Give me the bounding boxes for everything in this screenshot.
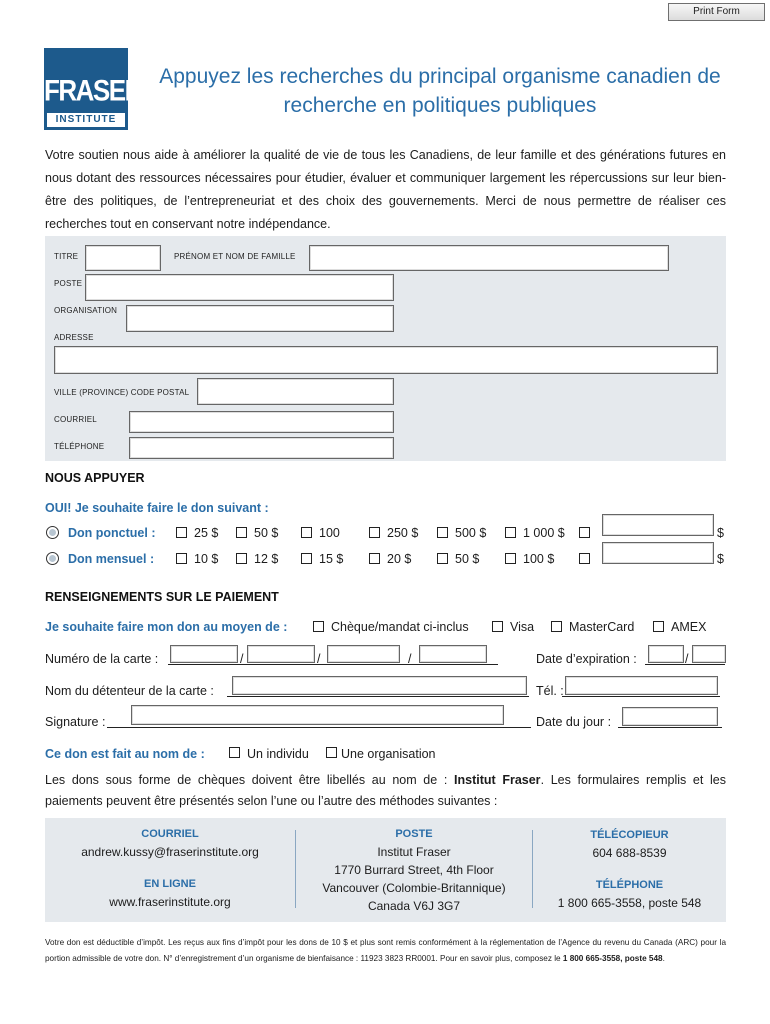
city-postal-label: VILLE (PROVINCE) CODE POSTAL bbox=[54, 388, 190, 397]
monthly-100-label: 100 $ bbox=[523, 552, 555, 566]
card-slash-3: / bbox=[408, 652, 412, 666]
amount-50-label: 50 $ bbox=[254, 526, 279, 540]
title-label: TITRE bbox=[54, 252, 79, 261]
fax-phone-column bbox=[533, 826, 726, 912]
monthly-50-checkbox[interactable] bbox=[437, 553, 448, 564]
amount-250-checkbox[interactable] bbox=[369, 527, 380, 538]
cheque-label: Chèque/mandat ci-inclus bbox=[331, 620, 469, 634]
mastercard-label: MasterCard bbox=[569, 620, 635, 634]
monthly-10-label: 10 $ bbox=[194, 552, 219, 566]
signature-label: Signature : bbox=[45, 715, 106, 729]
contact-email[interactable]: andrew.kussy@fraserinstitute.org bbox=[81, 845, 259, 859]
amount-25-label: 25 $ bbox=[194, 526, 219, 540]
date-label: Date du jour : bbox=[536, 715, 612, 729]
mastercard-checkbox[interactable] bbox=[551, 621, 562, 632]
card-number-label: Numéro de la carte : bbox=[45, 652, 159, 666]
monthly-12-label: 12 $ bbox=[254, 552, 279, 566]
cardholder-underline bbox=[227, 696, 529, 697]
email-heading: COURRIEL bbox=[141, 828, 199, 840]
tel-underline bbox=[562, 696, 720, 697]
card-number-part-1[interactable] bbox=[170, 645, 238, 663]
card-number-part-2[interactable] bbox=[247, 645, 315, 663]
mail-heading: POSTE bbox=[395, 828, 433, 840]
title-input[interactable] bbox=[85, 245, 161, 271]
amount-1000-checkbox[interactable] bbox=[505, 527, 516, 538]
footnote-end: . bbox=[662, 954, 665, 963]
support-heading: NOUS APPUYER bbox=[45, 471, 145, 485]
mail-line: 1770 Burrard Street, 4th Floor bbox=[334, 863, 494, 877]
print-form-button[interactable]: Print Form bbox=[668, 3, 765, 21]
individual-checkbox[interactable] bbox=[229, 747, 240, 758]
monthly-20-checkbox[interactable] bbox=[369, 553, 380, 564]
payment-heading: RENSEIGNEMENTS SUR LE PAIEMENT bbox=[45, 590, 279, 604]
fraser-institute-logo bbox=[44, 48, 142, 130]
amount-other-checkbox[interactable] bbox=[579, 527, 590, 538]
payment-method-label: Je souhaite faire mon don au moyen de : bbox=[45, 620, 288, 634]
expiry-year-input[interactable] bbox=[692, 645, 726, 663]
card-number-underline bbox=[168, 664, 498, 665]
monthly-label: Don mensuel : bbox=[68, 552, 155, 566]
mail-line: Canada V6J 3G7 bbox=[367, 899, 461, 913]
contact-website[interactable]: www.fraserinstitute.org bbox=[109, 895, 231, 909]
individual-label: Un individu bbox=[247, 747, 309, 761]
monthly-50-label: 50 $ bbox=[455, 552, 480, 566]
intro-paragraph: Votre soutien nous aide à améliorer la qualité de vie de tous les Canadiens, de leur famille et des générations futures en nous dotant des ressources nécessaires pour étudier, évaluer et communiquer largement les répercussions sur leur bien-être des politiques, de l’entrepreneuriat et des choix des gouvernements. Merci de nous permettre de réaliser ces recherches tout en conservant notre indépendance. bbox=[45, 148, 726, 231]
mail-line: Vancouver (Colombie-Britannique) bbox=[322, 881, 506, 895]
currency-one-time: $ bbox=[717, 526, 724, 540]
monthly-other-input[interactable] bbox=[602, 542, 714, 564]
card-slash-1: / bbox=[240, 652, 244, 666]
one-time-radio[interactable] bbox=[46, 526, 59, 539]
signature-underline bbox=[107, 727, 531, 728]
cheque-checkbox[interactable] bbox=[313, 621, 324, 632]
monthly-15-checkbox[interactable] bbox=[301, 553, 312, 564]
tel-label: Tél. : bbox=[536, 684, 564, 698]
date-input[interactable] bbox=[622, 707, 718, 726]
logo-word-fraser: FRASER bbox=[44, 72, 142, 108]
on-behalf-label: Ce don est fait au nom de : bbox=[45, 747, 205, 761]
tel-input[interactable] bbox=[565, 676, 718, 695]
cheque-payee: Institut Fraser bbox=[454, 773, 541, 787]
monthly-10-checkbox[interactable] bbox=[176, 553, 187, 564]
email-label: COURRIEL bbox=[54, 415, 97, 424]
monthly-other-checkbox[interactable] bbox=[579, 553, 590, 564]
amount-other-input[interactable] bbox=[602, 514, 714, 536]
card-slash-2: / bbox=[317, 652, 321, 666]
amount-1000-label: 1 000 $ bbox=[523, 526, 565, 540]
monthly-radio[interactable] bbox=[46, 552, 59, 565]
amount-500-label: 500 $ bbox=[455, 526, 487, 540]
card-number-part-3[interactable] bbox=[327, 645, 400, 663]
position-label: POSTE bbox=[54, 279, 83, 288]
phone-heading: TÉLÉPHONE bbox=[595, 879, 664, 891]
email-online-column bbox=[45, 825, 295, 911]
tax-receipt-footnote bbox=[45, 935, 726, 967]
contact-fax: 604 688-8539 bbox=[592, 846, 667, 860]
amount-100-checkbox[interactable] bbox=[301, 527, 312, 538]
headline: Appuyez les recherches du principal organisme canadien de recherche en politiques publiques bbox=[159, 65, 721, 117]
online-heading: EN LIGNE bbox=[144, 878, 196, 890]
mail-column bbox=[296, 825, 532, 915]
organization-label: ORGANISATION bbox=[54, 306, 118, 315]
organization-input[interactable] bbox=[126, 305, 394, 332]
amount-250-label: 250 $ bbox=[387, 526, 419, 540]
amount-50-checkbox[interactable] bbox=[236, 527, 247, 538]
monthly-100-checkbox[interactable] bbox=[505, 553, 516, 564]
address-input[interactable] bbox=[54, 346, 718, 374]
name-label: PRÉNOM ET NOM DE FAMILLE bbox=[174, 252, 296, 261]
visa-label: Visa bbox=[510, 620, 535, 634]
one-time-label: Don ponctuel : bbox=[68, 526, 156, 540]
support-subheading: OUI! Je souhaite faire le don suivant : bbox=[45, 501, 269, 515]
organization-option-label: Une organisation bbox=[341, 747, 436, 761]
cardholder-label: Nom du détenteur de la carte : bbox=[45, 684, 214, 698]
logo-word-institute: INSTITUTE bbox=[47, 113, 125, 127]
footnote-text: Votre don est déductible d’impôt. Les reçus aux fins d’impôt pour les dons de 10 $ et plus sont remis conformément à la réglementation de l’Agence du revenu du Canada (ARC) pour la portion admissible de votre don. N° d’enregistrement d’un organisme de bienfaisance : 11923 3823 RR0001. Pour en savoir plus, composez le bbox=[45, 938, 726, 963]
date-underline bbox=[618, 727, 722, 728]
amount-100-label: 100 bbox=[319, 526, 340, 540]
position-input[interactable] bbox=[85, 274, 394, 301]
amex-checkbox[interactable] bbox=[653, 621, 664, 632]
expiry-slash: / bbox=[685, 652, 689, 666]
amount-25-checkbox[interactable] bbox=[176, 527, 187, 538]
monthly-12-checkbox[interactable] bbox=[236, 553, 247, 564]
currency-monthly: $ bbox=[717, 552, 724, 566]
expiry-label: Date d’expiration : bbox=[536, 652, 637, 666]
cheque-note bbox=[45, 770, 726, 812]
amount-500-checkbox[interactable] bbox=[437, 527, 448, 538]
organization-checkbox[interactable] bbox=[326, 747, 337, 758]
visa-checkbox[interactable] bbox=[492, 621, 503, 632]
address-label: ADRESSE bbox=[54, 333, 94, 342]
monthly-20-label: 20 $ bbox=[387, 552, 412, 566]
contact-phone: 1 800 665-3558, poste 548 bbox=[557, 896, 702, 910]
signature-input[interactable] bbox=[131, 705, 504, 725]
email-input[interactable] bbox=[129, 411, 394, 433]
phone-label: TÉLÉPHONE bbox=[54, 442, 105, 451]
expiry-month-input[interactable] bbox=[648, 645, 684, 663]
card-number-part-4[interactable] bbox=[419, 645, 487, 663]
fax-heading: TÉLÉCOPIEUR bbox=[590, 829, 669, 841]
footnote-phone: 1 800 665-3558, poste 548 bbox=[562, 954, 663, 963]
mail-line: Institut Fraser bbox=[377, 845, 451, 859]
phone-input[interactable] bbox=[129, 437, 394, 459]
cardholder-input[interactable] bbox=[232, 676, 527, 695]
city-postal-input[interactable] bbox=[197, 378, 394, 405]
cheque-note-text: Les dons sous forme de chèques doivent être libellés au nom de : bbox=[45, 773, 455, 787]
amex-label: AMEX bbox=[671, 620, 707, 634]
name-input[interactable] bbox=[309, 245, 669, 271]
cheque-note-text-end: . Les formulaires remplis et les paiements peuvent être présentés selon l’une ou l’autre des méthodes suivantes : bbox=[45, 773, 726, 808]
monthly-15-label: 15 $ bbox=[319, 552, 344, 566]
